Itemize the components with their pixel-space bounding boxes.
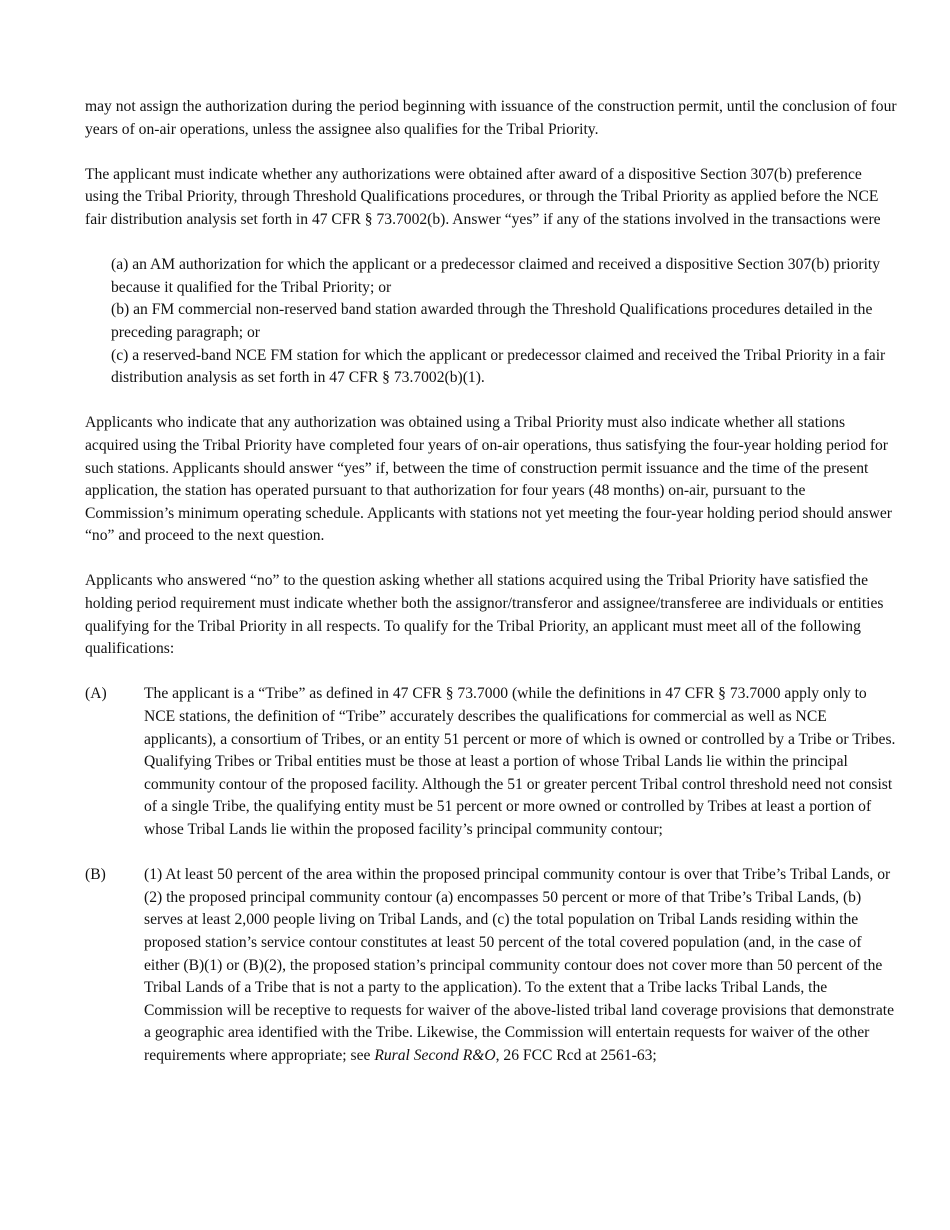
qualification-label: (A) xyxy=(85,685,107,703)
paragraph-authorization-question: The applicant must indicate whether any authorizations were obtained after award of a dispositive Section 307(b) preference using the Tribal Priority, through Threshold Qualifications procedures, or through the Tribal Priority as applied before the NCE fair distribution analysis set forth in 47 CFR § 73.7002(b). Answer “yes” if any of the stations involved in the transactions were xyxy=(85,165,881,228)
criteria-item-b: (b) an FM commercial non-reserved band station awarded through the Threshold Qualifications procedures detailed in the preceding paragraph; or xyxy=(111,301,873,341)
criteria-item-c: (c) a reserved-band NCE FM station for which the applicant or predecessor claimed and received the Tribal Priority in a fair distribution analysis as set forth in 47 CFR § 73.7002(b)(1). xyxy=(111,346,886,387)
qualification-item-a xyxy=(85,683,897,841)
criteria-item-a: (a) an AM authorization for which the applicant or a predecessor claimed and received a dispositive Section 307(b) priority because it qualified for the Tribal Priority; or xyxy=(111,256,881,296)
qualification-item-b xyxy=(85,864,897,1067)
qualification-label: (B) xyxy=(85,866,106,884)
qualification-text: The applicant is a “Tribe” as defined in 47 CFR § 73.7000 (while the definitions in 47 CFR § 73.7000 apply only to NCE stations, the definition of “Tribe” accurately describes the qualifications for commercial as well as NCE applicants), a consortium of Tribes, or an entity 51 percent or more of which is owned or controlled by a Tribe or Tribes. Qualifying Tribes or Tribal entities must be those at least a portion of whose Tribal Lands lie within the principal community contour of the proposed facility. Although the 51 or greater percent Tribal control threshold need not consist of a single Tribe, the qualifying entity must be 51 percent or more owned or controlled by Tribes at least a portion of whose Tribal Lands lie within the proposed facility’s principal community contour; xyxy=(144,685,896,838)
paragraph-assignment-restriction: may not assign the authorization during the period beginning with issuance of the construction permit, until the conclusion of four years of on-air operations, unless the assignee also qualifies for the Tribal Priority. xyxy=(85,98,897,138)
qualification-text xyxy=(144,864,897,1067)
document-page xyxy=(85,96,897,1090)
citation-title: Rural Second R&O xyxy=(374,1046,496,1064)
paragraph-qualification-intro: Applicants who answered “no” to the question asking whether all stations acquired using the Tribal Priority have satisfied the holding period requirement must indicate whether both the assignor/transferor and assignee/transferee are individuals or entities qualifying for the Tribal Priority in all respects. To qualify for the Tribal Priority, an applicant must meet all of the following qualifications: xyxy=(85,572,884,658)
station-criteria-list xyxy=(85,254,897,390)
qualification-text-body: (1) At least 50 percent of the area within the proposed principal community contour is over that Tribe’s Tribal Lands, or (2) the proposed principal community contour (a) encompasses 50 percent or more of that Tribe’s Tribal Lands, (b) serves at least 2,000 people living on Tribal Lands, and (c) the total population on Tribal Lands residing within the proposed station’s service contour constitutes at least 50 percent of the total covered population (and, in the case of either (B)(1) or (B)(2), the proposed station’s principal community contour does not cover more than 50 percent of the Tribal Lands of a Tribe that is not a party to the application). To the extent that a Tribe lacks Tribal Lands, the Commission will be receptive to requests for waiver of the above-listed tribal land coverage provisions that demonstrate a geographic area identified with the Tribe. Likewise, the Commission will entertain requests for waiver of the other requirements where appropriate; see xyxy=(144,866,895,1064)
paragraph-holding-period: Applicants who indicate that any authorization was obtained using a Tribal Priority must also indicate whether all stations acquired using the Tribal Priority have completed four years of on-air operations, thus satisfying the four-year holding period for such stations. Applicants should answer “yes” if, between the time of construction permit issuance and the time of the present application, the station has operated pursuant to that authorization for four years (48 months) on-air, pursuant to the Commission’s minimum operating schedule. Applicants with stations not yet meeting the four-year holding period should answer “no” and proceed to the next question. xyxy=(85,414,892,545)
citation-reference: , 26 FCC Rcd at 2561-63; xyxy=(495,1046,657,1064)
